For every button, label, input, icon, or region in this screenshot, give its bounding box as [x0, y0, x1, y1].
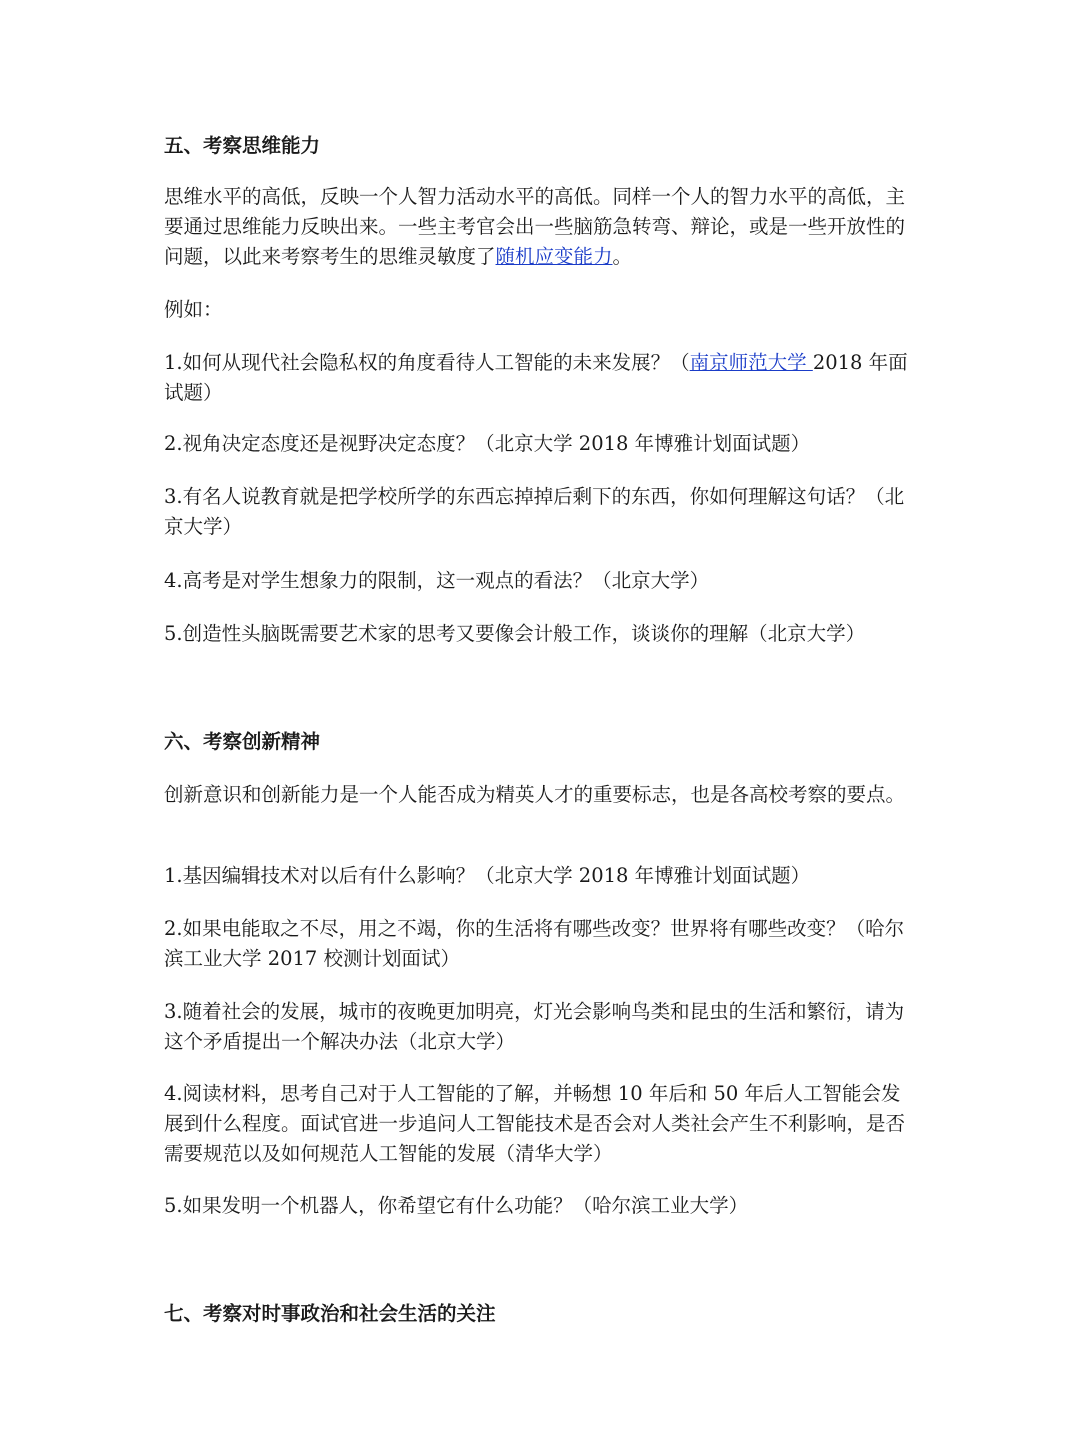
section-5-intro-end: 。: [612, 245, 633, 268]
section-6-question-4: 4.阅读材料，思考自己对于人工智能的了解，并畅想 10 年后和 50 年后人工智能会发展到什么程度。面试官进一步追问人工智能技术是否会对人类社会产生不利影响，是否需要规范以及如何规范人工智能的发展（清华大学）: [164, 1082, 906, 1165]
section-5-intro: [164, 182, 920, 272]
nanjing-normal-university-link[interactable]: 南京师范大学: [689, 351, 813, 374]
section-6-intro: 创新意识和创新能力是一个人能否成为精英人才的重要标志，也是各高校考察的要点。: [164, 783, 906, 806]
section-5-intro-text: 思维水平的高低，反映一个人智力活动水平的高低。同样一个人的智力水平的高低，主要通过思维能力反映出来。一些主考官会出一些脑筋急转弯、辩论，或是一些开放性的问题，以此来考察考生的思维灵敏度了: [164, 185, 906, 268]
section-6-question-2: 2.如果电能取之不尽，用之不竭，你的生活将有哪些改变？世界将有哪些改变？（哈尔滨工业大学 2017 校测计划面试）: [164, 917, 905, 970]
section-6-heading: 六、考察创新精神: [164, 730, 321, 753]
section-5-heading: 五、考察思维能力: [164, 134, 321, 157]
question-1-text: 1.如何从现代社会隐私权的角度看待人工智能的未来发展？（: [164, 351, 690, 374]
question-1-end: 2018 年面试题）: [164, 351, 908, 404]
section-7-heading: 七、考察对时事政治和社会生活的关注: [164, 1302, 496, 1325]
section-5-question-5: 5.创造性头脑既需要艺术家的思考又要像会计般工作，谈谈你的理解（北京大学）: [164, 622, 866, 645]
example-label: 例如：: [164, 298, 223, 321]
section-6-question-3: 3.随着社会的发展，城市的夜晚更加明亮，灯光会影响鸟类和昆虫的生活和繁衍，请为这个矛盾提出一个解决办法（北京大学）: [164, 1000, 905, 1053]
section-5-question-3: 3.有名人说教育就是把学校所学的东西忘掉掉后剩下的东西，你如何理解这句话？（北京大学）: [164, 485, 905, 538]
section-6-question-1: 1.基因编辑技术对以后有什么影响？（北京大学 2018 年博雅计划面试题）: [164, 864, 811, 887]
section-6-question-5: 5.如果发明一个机器人，你希望它有什么功能？（哈尔滨工业大学）: [164, 1194, 749, 1217]
section-5-question-4: 4.高考是对学生想象力的限制，这一观点的看法？（北京大学）: [164, 569, 710, 592]
section-5-question-2: 2.视角决定态度还是视野决定态度？（北京大学 2018 年博雅计划面试题）: [164, 432, 811, 455]
adaptability-link[interactable]: 随机应变能力: [495, 245, 613, 268]
section-5-question-1: [164, 348, 920, 408]
